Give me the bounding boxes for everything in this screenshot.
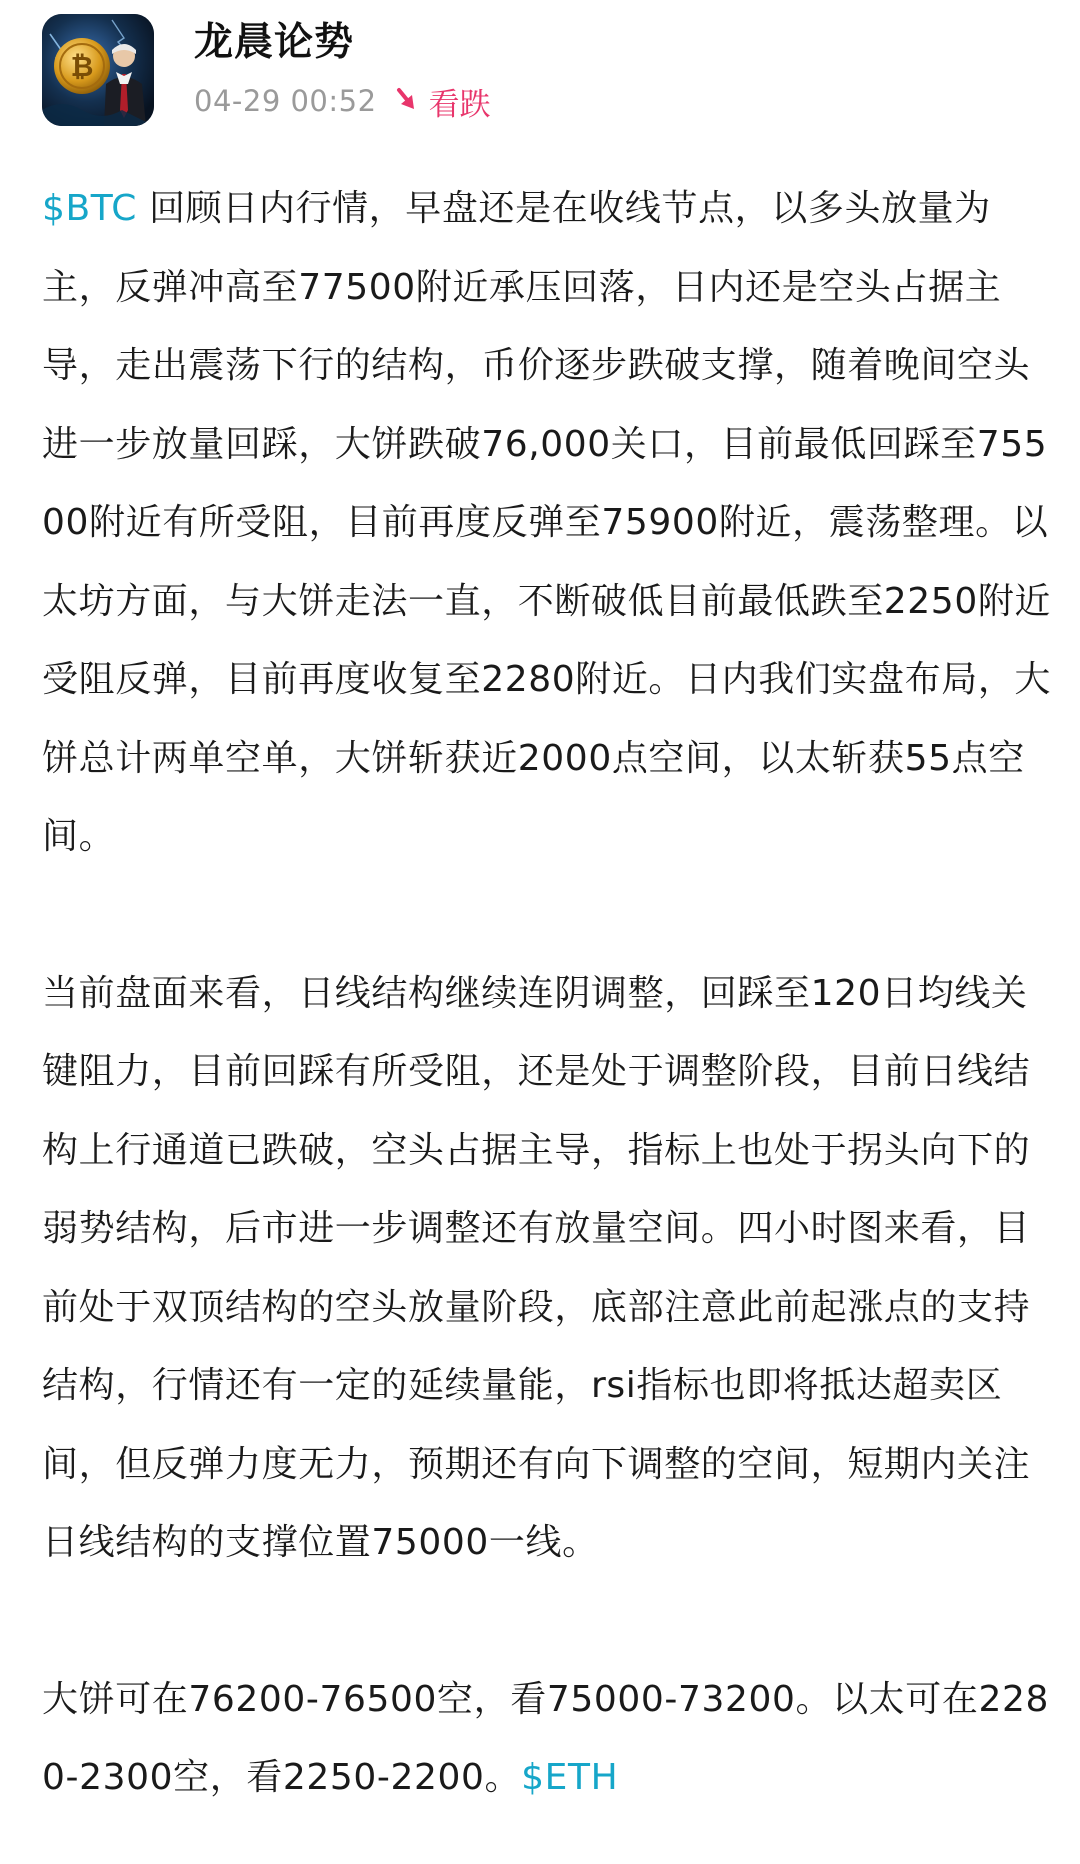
post-content bbox=[42, 170, 1052, 1818]
paragraph-text: 回顾日内行情，早盘还是在收线节点，以多头放量为主，反弹冲高至77500附近承压回落，日内还是空头占据主导，走出震荡下行的结构，币价逐步跌破支撑，随着晚间空头进一步放量回踩，大饼跌破76,000关口，目前最低回踩至75500附近有所受阻，目前再度反弹至75900附近，震荡整理。以太坊方面，与大饼走法一直，不断破低目前最低跌至2250附近受阻反弹，目前再度收复至2280附近。日内我们实盘布局，大饼总计两单空单，大饼斩获近2000点空间，以太斩获55点空间。 bbox=[42, 188, 1052, 857]
paragraph-text: 当前盘面来看，日线结构继续连阴调整，回踩至120日均线关键阻力，目前回踩有所受阻，还是处于调整阶段，目前日线结构上行通道已跌破，空头占据主导，指标上也处于拐头向下的弱势结构，后市进一步调整还有放量空间。四小时图来看，目前处于双顶结构的空头放量阶段，底部注意此前起涨点的支持结构，行情还有一定的延续量能，rsi指标也即将抵达超卖区间，但反弹力度无力，预期还有向下调整的空间，短期内关注日线结构的支撑位置75000一线。 bbox=[42, 972, 1031, 1563]
post-meta bbox=[194, 19, 491, 121]
paragraph-market-review bbox=[42, 170, 1052, 877]
ticker-link-eth[interactable]: $ETH bbox=[521, 1757, 619, 1798]
post-header bbox=[42, 14, 491, 126]
ticker-link-btc[interactable]: $BTC bbox=[42, 188, 138, 229]
post-subline bbox=[194, 81, 491, 121]
sentiment-label: 看跌 bbox=[428, 86, 491, 123]
trend-down-arrow-icon bbox=[395, 87, 419, 115]
author-name[interactable]: 龙晨论势 bbox=[194, 20, 355, 65]
paragraph-analysis bbox=[42, 955, 1052, 1583]
sentiment-badge bbox=[395, 79, 491, 124]
post-timestamp: 04-29 00:52 bbox=[194, 84, 377, 118]
paragraph-text: 大饼可在76200-76500空，看75000-73200。以太可在2280-2300空，看2250-2200。 bbox=[42, 1678, 1049, 1798]
bitcoin-avatar-icon bbox=[42, 14, 154, 126]
author-avatar[interactable] bbox=[42, 14, 154, 126]
svg-text:₿: ₿ bbox=[70, 50, 94, 83]
paragraph-strategy bbox=[42, 1661, 1052, 1818]
